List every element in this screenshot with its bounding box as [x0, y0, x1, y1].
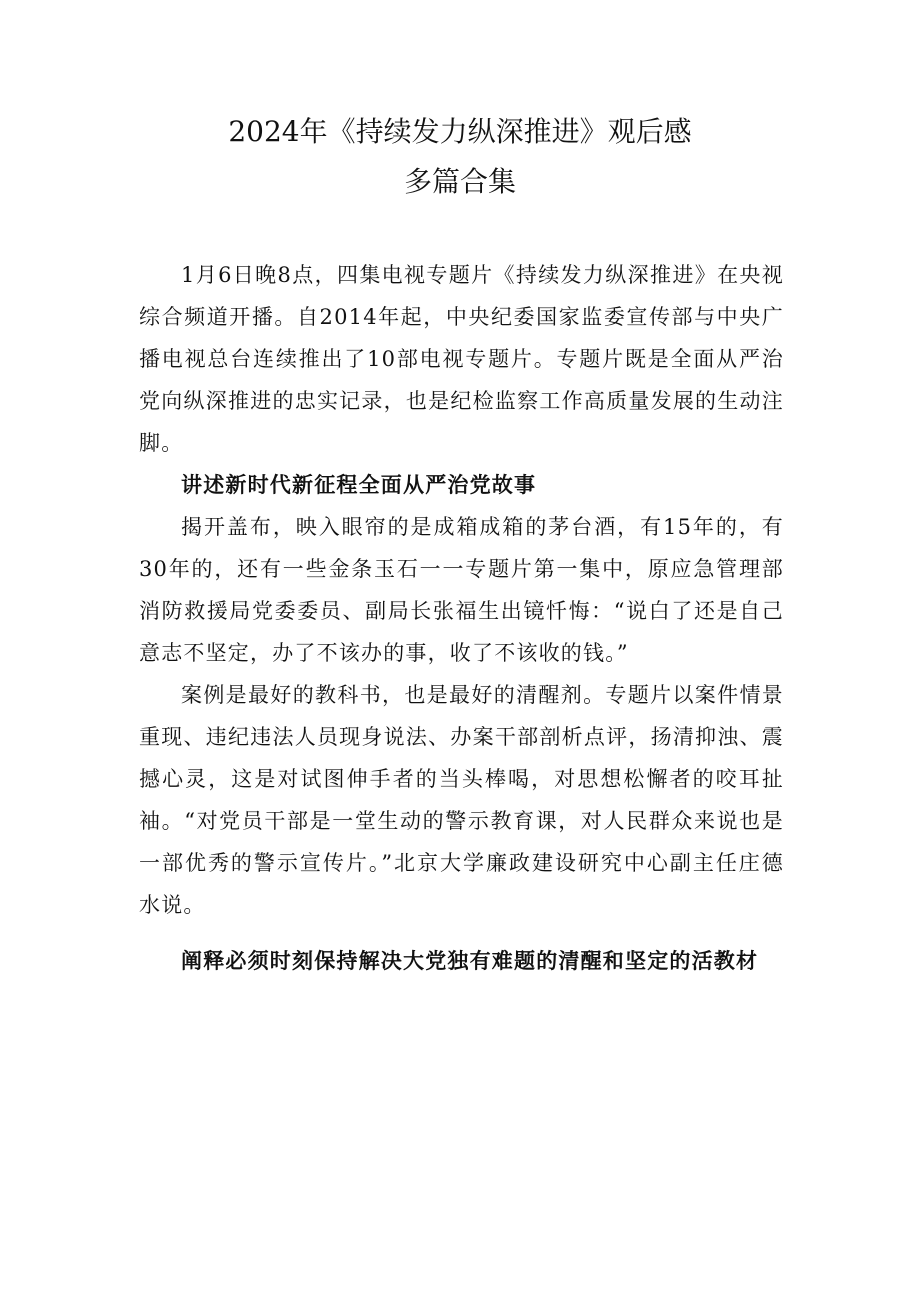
- section-heading: 讲述新时代新征程全面从严治党故事: [181, 472, 537, 497]
- document-subtitle: 多篇合集: [403, 165, 516, 198]
- document-title: 2024年《持续发力纵深推进》观后感: [228, 115, 692, 148]
- body-paragraph: 案例是最好的教科书，也是最好的清醒剂。专题片以案件情景重现、违纪违法人员现身说法、办案干部剖析点评，扬清抑浊、震撼心灵，这是对试图伸手者的当头棒喝，对思想松懈者的咬耳扯袖。“对党员干部是一堂生动的警示教育课，对人民群众来说也是一部优秀的警示宣传片。”北京大学廉政建设研究中心副主任庄德水说。: [139, 683, 784, 917]
- document-body: [139, 254, 784, 982]
- body-paragraph: 1月6日晚8点，四集电视专题片《持续发力纵深推进》在央视综合频道开播。自2014年起，中央纪委国家监委宣传部与中央广播电视总台连续推出了10部电视专题片。专题片既是全面从严治党向纵深推进的忠实记录，也是纪检监察工作高质量发展的生动注脚。: [139, 263, 784, 455]
- body-paragraph: 揭开盖布，映入眼帘的是成箱成箱的茅台酒，有15年的，有30年的，还有一些金条玉石一一专题片第一集中，原应急管理部消防救援局党委委员、副局长张福生出镜忏悔：“说白了还是自己意志不坚定，办了不该办的事，收了不该收的钱。”: [139, 515, 784, 665]
- section-heading: 阐释必须时刻保持解决大党独有难题的清醒和坚定的活教材: [181, 948, 759, 973]
